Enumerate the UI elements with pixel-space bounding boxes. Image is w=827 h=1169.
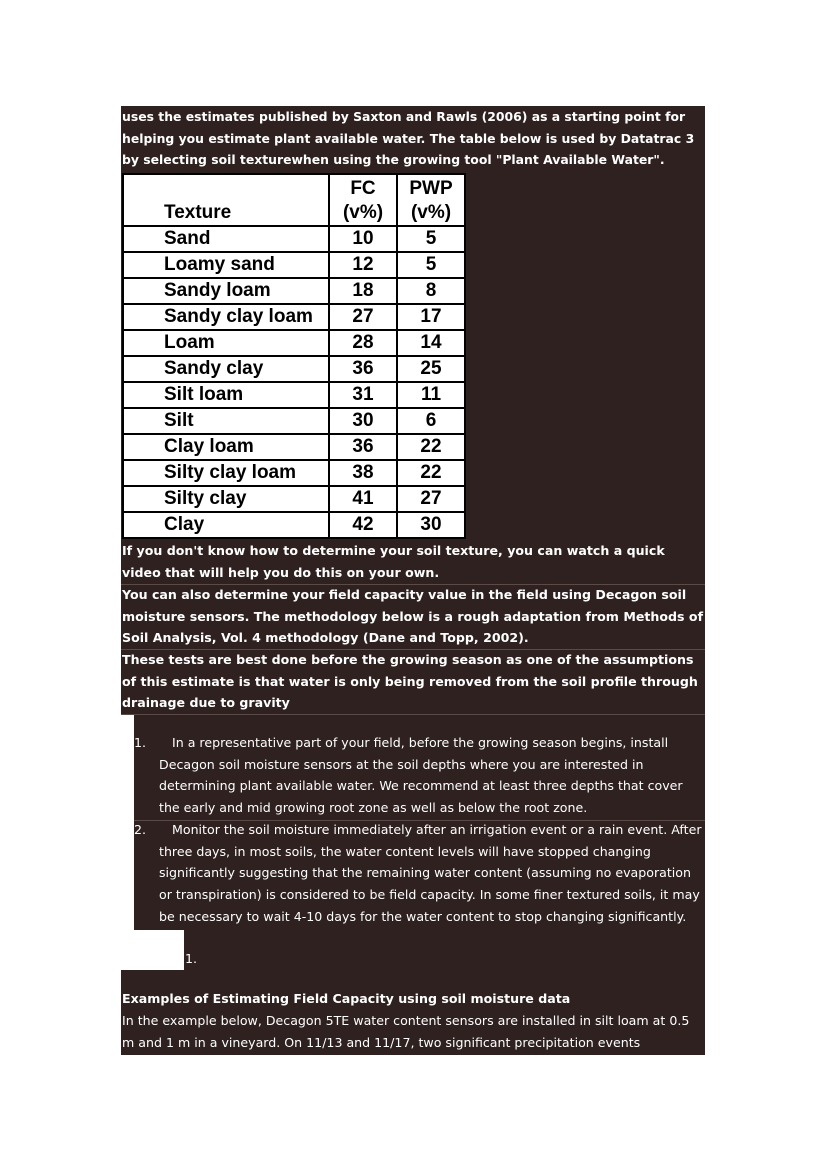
table-row bbox=[123, 512, 465, 538]
pwp-value-cell: 5 bbox=[397, 252, 465, 278]
header-texture: Texture bbox=[123, 174, 329, 226]
fc-value-cell: 12 bbox=[329, 252, 397, 278]
fc-value-cell: 30 bbox=[329, 408, 397, 434]
soil-texture-cell: Clay bbox=[123, 512, 329, 538]
pwp-value-cell: 6 bbox=[397, 408, 465, 434]
table-row bbox=[123, 278, 465, 304]
pwp-value-cell: 5 bbox=[397, 226, 465, 252]
stray-list-marker: 1. bbox=[185, 951, 198, 966]
soil-texture-cell: Sandy clay bbox=[123, 356, 329, 382]
soil-texture-cell: Silt bbox=[123, 408, 329, 434]
pwp-value-cell: 22 bbox=[397, 434, 465, 460]
fc-value-cell: 28 bbox=[329, 330, 397, 356]
table-row bbox=[123, 486, 465, 512]
soil-texture-cell: Silty clay loam bbox=[123, 460, 329, 486]
table-row bbox=[123, 460, 465, 486]
fc-value-cell: 41 bbox=[329, 486, 397, 512]
intro-text: uses the estimates published by Saxton and Rawls (2006) as a starting point for helping you estimate plant available water. The table below is used by Datatrac 3 by selecting soil texturewhen using the growing tool "Plant Available Water". bbox=[122, 109, 695, 168]
header-pwp: PWP (v%) bbox=[397, 174, 465, 226]
soil-texture-table bbox=[122, 173, 466, 539]
soil-texture-cell: Sand bbox=[123, 226, 329, 252]
table-row bbox=[123, 330, 465, 356]
table-row bbox=[123, 408, 465, 434]
list-item bbox=[134, 732, 705, 819]
decagon-paragraph: You can also determine your field capacity value in the field using Decagon soil moisture sensors. The methodology below is a rough adaptation from Methods of Soil Analysis, Vol. 4 methodology (Dane and Topp, 2002). bbox=[122, 587, 704, 646]
table-row bbox=[123, 252, 465, 278]
table-row bbox=[123, 382, 465, 408]
fc-value-cell: 18 bbox=[329, 278, 397, 304]
blank-cell bbox=[121, 930, 184, 970]
pwp-value-cell: 8 bbox=[397, 278, 465, 304]
fc-value-cell: 27 bbox=[329, 304, 397, 330]
pwp-value-cell: 27 bbox=[397, 486, 465, 512]
fc-value-cell: 31 bbox=[329, 382, 397, 408]
pwp-value-cell: 25 bbox=[397, 356, 465, 382]
soil-texture-cell: Loamy sand bbox=[123, 252, 329, 278]
pwp-value-cell: 11 bbox=[397, 382, 465, 408]
tests-paragraph: These tests are best done before the growing season as one of the assumptions of this estimate is that water is only being removed from the soil profile through drainage due to gravity bbox=[122, 652, 698, 711]
fc-value-cell: 42 bbox=[329, 512, 397, 538]
soil-texture-cell: Silt loam bbox=[123, 382, 329, 408]
table-row bbox=[123, 434, 465, 460]
examples-heading: Examples of Estimating Field Capacity using soil moisture data bbox=[122, 991, 571, 1006]
table-row bbox=[123, 226, 465, 252]
soil-texture-cell: Sandy loam bbox=[123, 278, 329, 304]
fc-value-cell: 10 bbox=[329, 226, 397, 252]
examples-text: In the example below, Decagon 5TE water content sensors are installed in silt loam at 0.5 m and 1 m in a vineyard. On 11/13 and 11/17, two significant precipitation events increased the bbox=[122, 1013, 690, 1072]
pwp-value-cell: 22 bbox=[397, 460, 465, 486]
list-item bbox=[134, 819, 705, 928]
soil-texture-cell: Clay loam bbox=[123, 434, 329, 460]
table-header-row bbox=[123, 174, 465, 226]
fc-value-cell: 36 bbox=[329, 356, 397, 382]
steps-list bbox=[134, 732, 705, 927]
soil-texture-cell: Sandy clay loam bbox=[123, 304, 329, 330]
fc-value-cell: 38 bbox=[329, 460, 397, 486]
pwp-value-cell: 14 bbox=[397, 330, 465, 356]
pwp-value-cell: 30 bbox=[397, 512, 465, 538]
soil-texture-cell: Loam bbox=[123, 330, 329, 356]
table-row bbox=[123, 304, 465, 330]
soil-texture-cell: Silty clay bbox=[123, 486, 329, 512]
step-number: 2. bbox=[134, 821, 147, 837]
video-paragraph: If you don't know how to determine your soil texture, you can watch a quick video that will help you do this on your own. bbox=[122, 543, 665, 580]
fc-value-cell: 36 bbox=[329, 434, 397, 460]
step-text: Monitor the soil moisture immediately after an irrigation event or a rain event. After three days, in most soils, the water content levels will have stopped changing significantly suggesting that the remaining water content (assuming no evaporation or transpiration) is considered to be field capacity. In some finer textured soils, it may be necessary to wait 4-10 days for the water content to stop changing significantly. bbox=[159, 821, 702, 924]
step-text: In a representative part of your field, before the growing season begins, install Decagon soil moisture sensors at the soil depths where you are interested in determining plant available water. We recommend at least three depths that cover the early and mid growing root zone as well as below the root zone. bbox=[159, 735, 683, 816]
table-row bbox=[123, 356, 465, 382]
header-fc: FC (v%) bbox=[329, 174, 397, 226]
step-number: 1. bbox=[134, 735, 147, 750]
pwp-value-cell: 17 bbox=[397, 304, 465, 330]
